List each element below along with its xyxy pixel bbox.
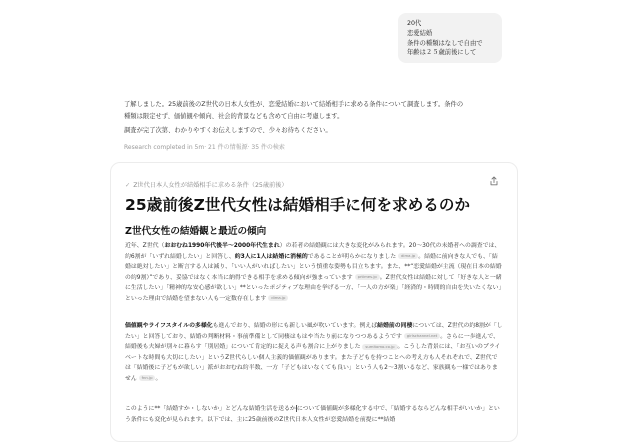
- share-icon[interactable]: [489, 176, 499, 186]
- report-header-label: Z世代日本人女性が結婚相手に求める条件（25歳前後）: [133, 182, 288, 189]
- report-header[interactable]: [125, 180, 288, 189]
- citation-chip[interactable]: prtimes.jp: [355, 274, 380, 280]
- text-run: について価値観が多様化する中で、「結婚するならどんな相手がいいか」という条件にも変化が見られます。以下では、主に25歳前後のZ世代日本人女性が恋愛結婚を前提に**結婚: [125, 406, 500, 423]
- text-run: も進んでおり、結婚の形にも新しい風が吹いています。例えば: [212, 323, 378, 329]
- citation-chip[interactable]: dima.jp: [268, 295, 288, 301]
- check-icon: ✓: [125, 182, 131, 189]
- text-run: 。: [379, 274, 386, 281]
- report-card: [110, 162, 518, 442]
- user-message-line: 恋愛結婚: [407, 29, 433, 37]
- report-paragraph: [125, 241, 503, 305]
- text-run: であることが明らかになりました: [307, 253, 397, 260]
- reply-line: 調査が完了次第、わかりやすくお伝えしますので、少々お待ちください。: [124, 127, 332, 134]
- text-run-bold: 約3人に1人は結婚に消極的: [234, 253, 308, 260]
- user-message-line: 20代: [407, 20, 422, 27]
- text-run-bold: 価値観やライフスタイルの多様化: [125, 323, 213, 329]
- text-run: については、Z世代の約8割が「したい」と回答しており、結婚の判断材料・事前準備として同棲はもはや当たり前になりつつあるようです: [125, 323, 503, 340]
- text-run-bold: おおむね1990年代後半〜2000年代生まれ: [164, 243, 280, 249]
- user-message-line: 条件の種類はなしで自由で: [407, 39, 483, 47]
- citation-chip[interactable]: fnn.jp: [139, 375, 156, 381]
- user-message-bubble: [398, 13, 502, 63]
- research-status: Research completed in 5m· 21 件の情報源· 35 件の検索: [124, 144, 285, 151]
- citation-chip[interactable]: girlschannel.net: [404, 333, 441, 339]
- user-message-line: 年齢は２５歳前後にして: [407, 49, 477, 57]
- text-run: 。: [155, 375, 162, 382]
- text-run: 。さらに一歩進んで、結婚後も夫婦が別々に暮らす「別居婚」について肯定的に捉える声も割合に上がりました: [125, 333, 500, 351]
- reply-line: 了解しました。25歳前後のZ世代の日本人女性が、恋愛結婚において結婚相手に求める条件について調査します。条件の: [124, 101, 464, 108]
- text-run: 。結婚に前向きな人でも、「結婚は絶対したい」と断言する人は減り、「いい人がいればしたい」という慎重な姿勢も目立ちます。また、**“恋愛結婚が主流（現在日本の結婚の約9割）”であり、妥協ではなく本当に納得できる相手を求める傾向が強まっています: [125, 253, 502, 281]
- text-run: 近年、Z世代（: [125, 243, 165, 249]
- citation-chip[interactable]: dima.jp: [398, 253, 418, 259]
- citation-chip[interactable]: sumitomo.co.jp: [362, 344, 397, 350]
- report-paragraph: [125, 321, 503, 385]
- text-run: Z世代女性は結婚に対して「好きな人と一緒に生活したい」「精神的な安心感が欲しい」**といったポジティブな理由を挙げる一方、「一人の方が楽」「経済的・時間的自由を失いたくない」といった理由で結婚を望まない人も一定数存在します: [125, 274, 502, 302]
- reply-line: 種類は限定せず、価値観や傾向、社会的背景なども含めて自由に考慮します。: [124, 112, 344, 120]
- assistant-reply: [124, 99, 504, 137]
- text-run: このように**「結婚すか・しないか」とどんな結婚生活を送るか: [125, 406, 296, 412]
- section-title: Z世代女性の結婚観と最近の傾向: [125, 226, 267, 237]
- report-title: 25歳前後Z世代女性は結婚相手に何を求めるのか: [125, 196, 471, 214]
- text-run: ）の若者の結婚観には大きな変化がみられます。20〜30代の未婚者への調査では、約6割が「いずれ結婚したい」と回答し、: [125, 243, 501, 260]
- text-run: 。こうした背景には、「お互いのプライベートな時間も大切にしたい」というZ世代らしい個人主義的価値観があります。また子どもを持つことへの考え方も人それぞれで、Z世代では「結婚後に子どもが欲しい」派がおおむね約半数、一方「子どもはいなくても良い」という人も2〜3割いるなど、家族観も一様ではありません: [125, 344, 501, 382]
- text-run-bold: 結婚前の同棲: [377, 323, 413, 329]
- report-paragraph: [125, 404, 503, 425]
